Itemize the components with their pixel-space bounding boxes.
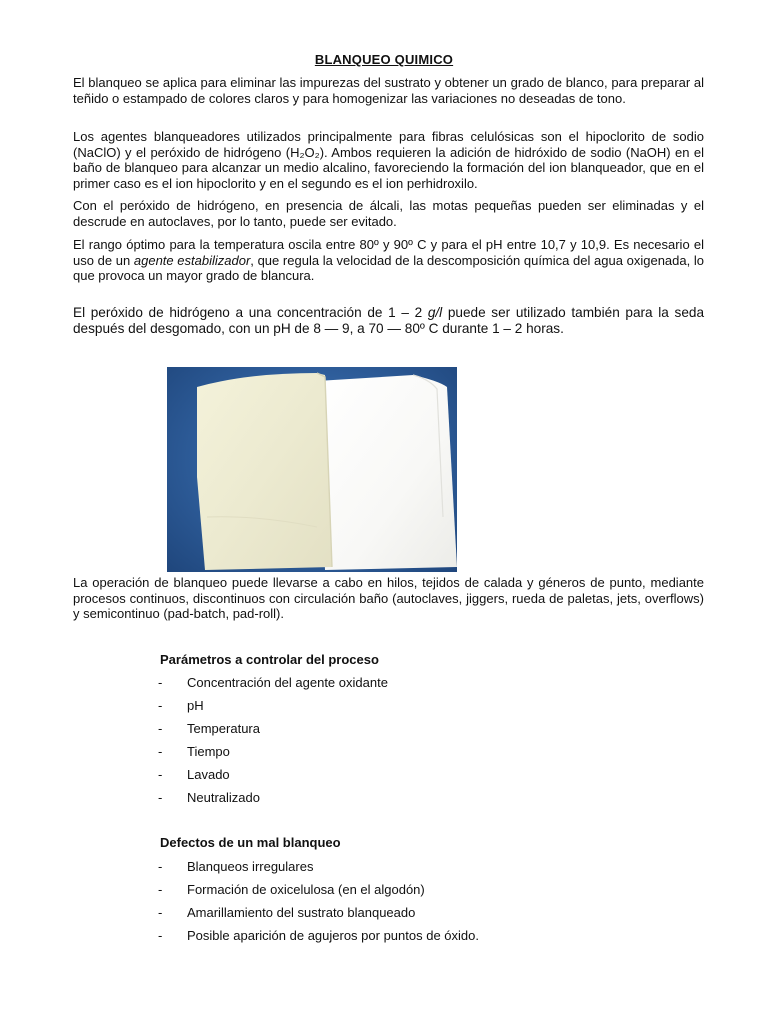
paragraph-peroxido: Con el peróxido de hidrógeno, en presencia de álcali, las motas pequeñas pueden ser eliminadas y el descrude en autoclaves, por lo tanto, puede ser evitado. <box>73 198 704 229</box>
list-bullet: - <box>158 905 163 920</box>
fabric-comparison-photo <box>167 367 457 572</box>
list-item-text: Tiempo <box>187 744 230 759</box>
paragraph-intro: El blanqueo se aplica para eliminar las impurezas del sustrato y obtener un grado de blanco, para preparar al teñido o estampado de colores claros y para homogenizar las variaciones no deseadas de tono. <box>73 75 704 106</box>
paragraph-seda-part-1: El peróxido de hidrógeno a una concentración de 1 – 2 <box>73 305 428 320</box>
list-bullet: - <box>158 698 163 713</box>
list-bullet: - <box>158 790 163 805</box>
list-bullet: - <box>158 744 163 759</box>
list-item-text: Formación de oxicelulosa (en el algodón) <box>187 882 425 897</box>
list-bullet: - <box>158 675 163 690</box>
list-item-text: Concentración del agente oxidante <box>187 675 388 690</box>
list-item-text: Blanqueos irregulares <box>187 859 314 874</box>
list-bullet: - <box>158 928 163 943</box>
list-bullet: - <box>158 882 163 897</box>
list-bullet: - <box>158 721 163 736</box>
unbleached-fabric-sample <box>197 373 332 570</box>
paragraph-rango-part-2: , que regula la velocidad de la descomposición química del agua oxigenada, lo que provoca un mayor grado de blancura. <box>73 252 705 284</box>
list-item-text: pH <box>187 698 204 713</box>
paragraph-operacion: La operación de blanqueo puede llevarse a cabo en hilos, tejidos de calada y géneros de punto, mediante procesos continuos, discontinuos con circulación baño (autoclaves, jiggers, rueda de paletas, jets, overflows) y semicontinuo (pad-batch, pad-roll). <box>73 575 704 622</box>
document-title: BLANQUEO QUIMICO <box>314 52 454 67</box>
list-item-text: Amarillamiento del sustrato blanqueado <box>187 905 416 920</box>
list-bullet: - <box>158 859 163 874</box>
list-item-text: Temperatura <box>187 721 260 736</box>
paragraph-seda <box>73 305 704 338</box>
defectos-heading: Defectos de un mal blanqueo <box>160 835 341 850</box>
parametros-heading: Parámetros a controlar del proceso <box>160 652 379 667</box>
paragraph-rango-optimo <box>73 237 704 284</box>
paragraph-agentes: Los agentes blanqueadores utilizados principalmente para fibras celulósicas son el hipoclorito de sodio (NaClO) y el peróxido de hidrógeno (H₂O₂). Ambos requieren la adición de hidróxido de sodio (NaOH) en el baño de blanqueo para alcanzar un medio alcalino, favoreciendo la formación del ion blanqueador, que en el primer caso es el ion hipoclorito y en el segundo es el ion perhidroxilo. <box>73 129 704 191</box>
paragraph-seda-part-2: puede ser utilizado también para la seda después del desgomado, con un pH de 8 — 9, a 70 — 80º C durante 1 – 2 horas. <box>73 305 705 337</box>
list-bullet: - <box>158 767 163 782</box>
list-item-text: Posible aparición de agujeros por puntos de óxido. <box>187 928 479 943</box>
fabric-samples-illustration <box>167 367 457 572</box>
list-item-text: Neutralizado <box>187 790 260 805</box>
agente-estabilizador-term: agente estabilizador <box>133 252 251 268</box>
unit-gl: g/l <box>427 305 443 320</box>
bleached-fabric-sample <box>317 375 457 570</box>
list-item-text: Lavado <box>187 767 230 782</box>
paragraph-rango-part-1: El rango óptimo para la temperatura oscila entre 80º y 90º C y para el pH entre 10,7 y 10,9. Es necesario el uso de un <box>73 237 704 268</box>
